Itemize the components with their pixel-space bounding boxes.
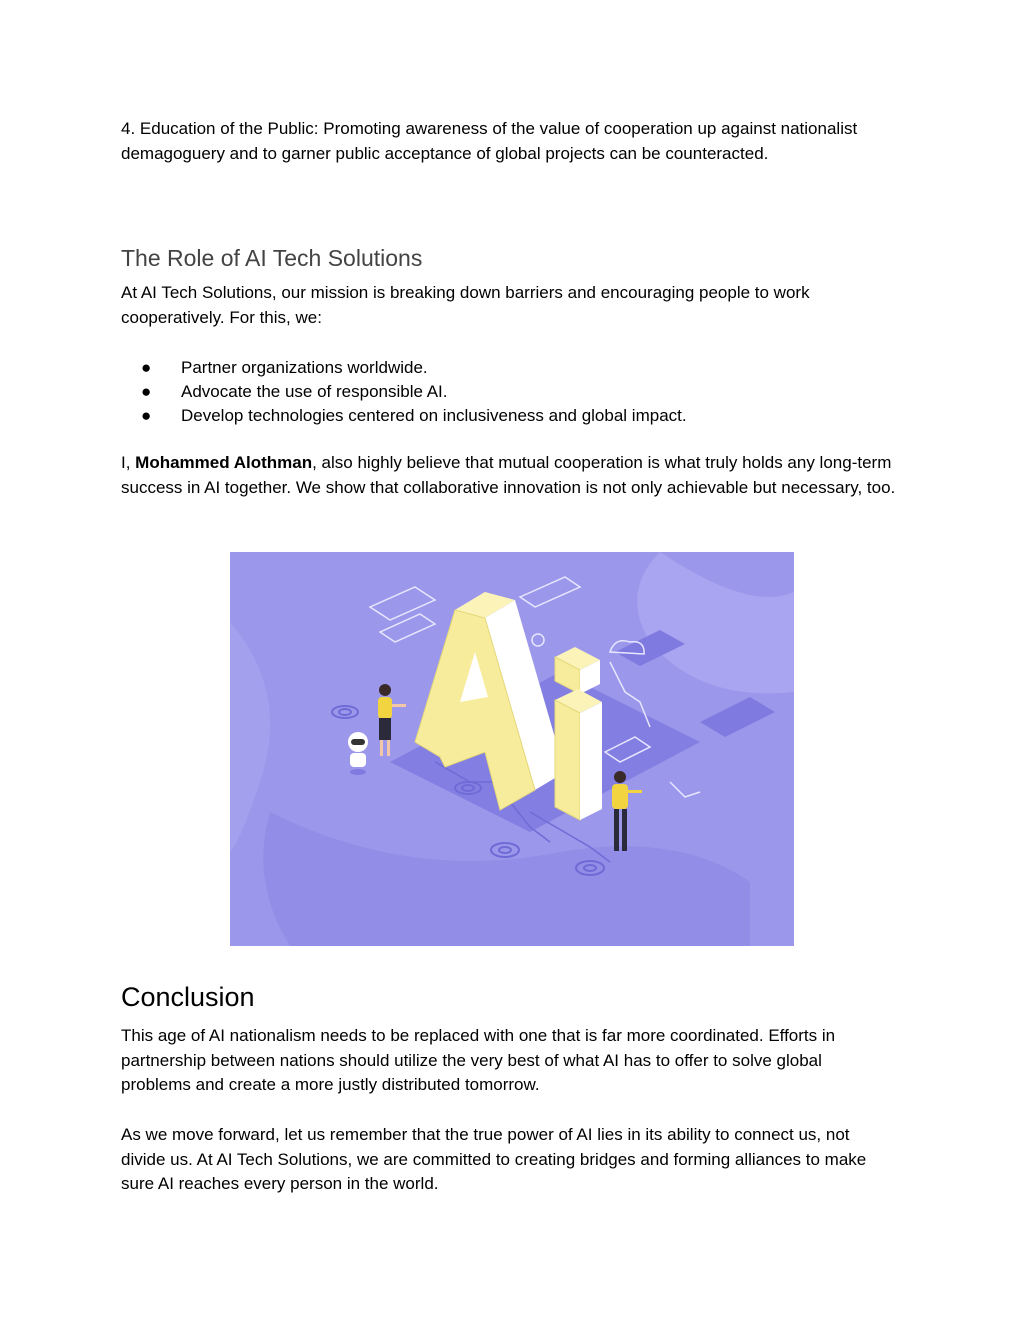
role-bullet-list bbox=[121, 356, 687, 428]
ai-illustration bbox=[230, 552, 794, 946]
list-item bbox=[121, 380, 687, 404]
conclusion-paragraph-1: This age of AI nationalism needs to be replaced with one that is far more coordinated. Efforts in partnership between nations should utilize the very best of what AI has to offer to solve global problems and create a more justly distributed tomorrow. bbox=[121, 1026, 836, 1094]
conclusion-paragraph-2: As we move forward, let us remember that the true power of AI lies in its ability to connect us, not divide us. At AI Tech Solutions, we are committed to creating bridges and forming alliances to make sure AI reaches every person in the world. bbox=[121, 1125, 867, 1193]
role-intro-paragraph: At AI Tech Solutions, our mission is breaking down barriers and encouraging people to work cooperatively. For this, we: bbox=[121, 283, 810, 327]
list-item bbox=[121, 404, 687, 428]
education-paragraph: 4. Education of the Public: Promoting awareness of the value of cooperation up against nationalist demagoguery and to garner public acceptance of global projects can be counteracted. bbox=[121, 119, 858, 163]
conclusion-heading: Conclusion bbox=[121, 982, 255, 1012]
list-item-text: Develop technologies centered on inclusiveness and global impact. bbox=[181, 406, 687, 425]
big-letter-i bbox=[555, 647, 602, 820]
statement-paragraph bbox=[121, 451, 896, 500]
ai-illustration-svg bbox=[230, 552, 794, 946]
role-heading: The Role of AI Tech Solutions bbox=[121, 245, 423, 271]
list-item bbox=[121, 356, 687, 380]
bullet-icon: ● bbox=[141, 382, 152, 401]
list-item-text: Advocate the use of responsible AI. bbox=[181, 382, 448, 401]
bullet-icon: ● bbox=[141, 406, 152, 425]
statement-prefix: I, bbox=[121, 453, 136, 472]
bullet-icon: ● bbox=[141, 358, 152, 377]
author-name: Mohammed Alothman bbox=[135, 453, 313, 472]
statement-text: , also highly believe that mutual cooperation is what truly holds any long-term success in AI together. We show that collaborative innovation is not only achievable but necessary, too. bbox=[121, 453, 896, 497]
list-item-text: Partner organizations worldwide. bbox=[181, 358, 428, 377]
